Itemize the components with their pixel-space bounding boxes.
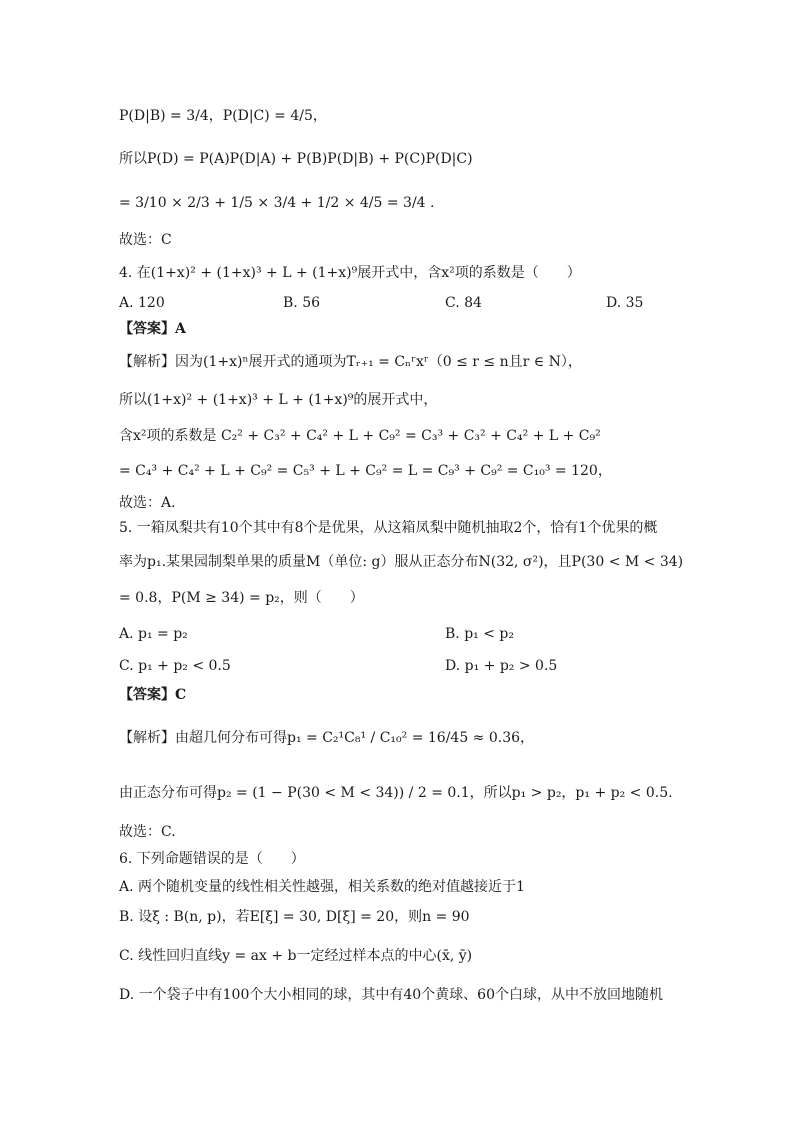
question-5-line: = 0.8，P(M ≥ 34) = p₂，则（ ） [119, 590, 364, 606]
answer-selection: 故选：A. [119, 495, 176, 511]
explanation-line: = C₄³ + C₄² + L + C₉² = C₅³ + L + C₉² = L = C₉³ + C₉² = C₁₀³ = 120， [119, 463, 612, 479]
question-5-line: 率为p₁.某果园制梨单果的质量M（单位: g）服从正态分布N(32, σ²)，且P(30 < M < 34) [119, 554, 684, 570]
option-b: B. p₁ < p₂ [445, 626, 514, 642]
option-b: B. 设ξ : B(n, p)，若E[ξ] = 30, D[ξ] = 20，则n = 90 [119, 909, 470, 925]
answer-selection: 故选：C [119, 232, 172, 248]
explanation-line: 【解析】因为(1+x)ⁿ展开式的通项为Tᵣ₊₁ = Cₙʳxʳ（0 ≤ r ≤ n且r ∈ N）， [119, 354, 582, 370]
answer-label: 【答案】C [119, 687, 187, 703]
explanation-line: 【解析】由超几何分布可得p₁ = C₂¹C₈¹ / C₁₀² = 16/45 ≈ 0.36， [119, 730, 535, 746]
explanation-line: 所以(1+x)² + (1+x)³ + L + (1+x)⁹的展开式中， [119, 392, 438, 408]
option-a: A. 120 [119, 295, 165, 311]
answer-label: 【答案】A [119, 321, 186, 337]
option-d: D. 35 [606, 295, 644, 311]
option-c: C. 84 [445, 295, 482, 311]
equation-line: P(D|B) = 3/4，P(D|C) = 4/5， [119, 108, 327, 124]
answer-selection: 故选：C. [119, 824, 176, 840]
option-d: D. 一个袋子中有100个大小相同的球，其中有40个黄球、60个白球，从中不放回地随机 [119, 987, 663, 1003]
question-5-line: 5. 一箱凤梨共有10个其中有8个是优果，从这箱凤梨中随机抽取2个，恰有1个优果的概 [119, 520, 658, 536]
question-4: 4. 在(1+x)² + (1+x)³ + L + (1+x)⁹展开式中，含x²项的系数是（ ） [119, 265, 581, 281]
option-b: B. 56 [283, 295, 321, 311]
equation-line: 所以P(D) = P(A)P(D|A) + P(B)P(D|B) + P(C)P(D|C) [119, 151, 473, 167]
option-a: A. p₁ = p₂ [119, 626, 188, 642]
option-a: A. 两个随机变量的线性相关性越强，相关系数的绝对值越接近于1 [119, 879, 525, 895]
option-d: D. p₁ + p₂ > 0.5 [445, 658, 558, 674]
explanation-line: 由正态分布可得p₂ = (1 − P(30 < M < 34)) / 2 = 0.1，所以p₁ > p₂，p₁ + p₂ < 0.5. [119, 785, 673, 801]
option-c: C. 线性回归直线y = ax + b一定经过样本点的中心(x̄, ȳ) [119, 948, 473, 964]
equation-line: = 3/10 × 2/3 + 1/5 × 3/4 + 1/2 × 4/5 = 3/4 . [119, 195, 435, 211]
question-6: 6. 下列命题错误的是（ ） [119, 851, 305, 867]
explanation-line: 含x²项的系数是 C₂² + C₃² + C₄² + L + C₉² = C₃³ + C₃² + C₄² + L + C₉² [119, 428, 601, 444]
option-c: C. p₁ + p₂ < 0.5 [119, 658, 231, 674]
